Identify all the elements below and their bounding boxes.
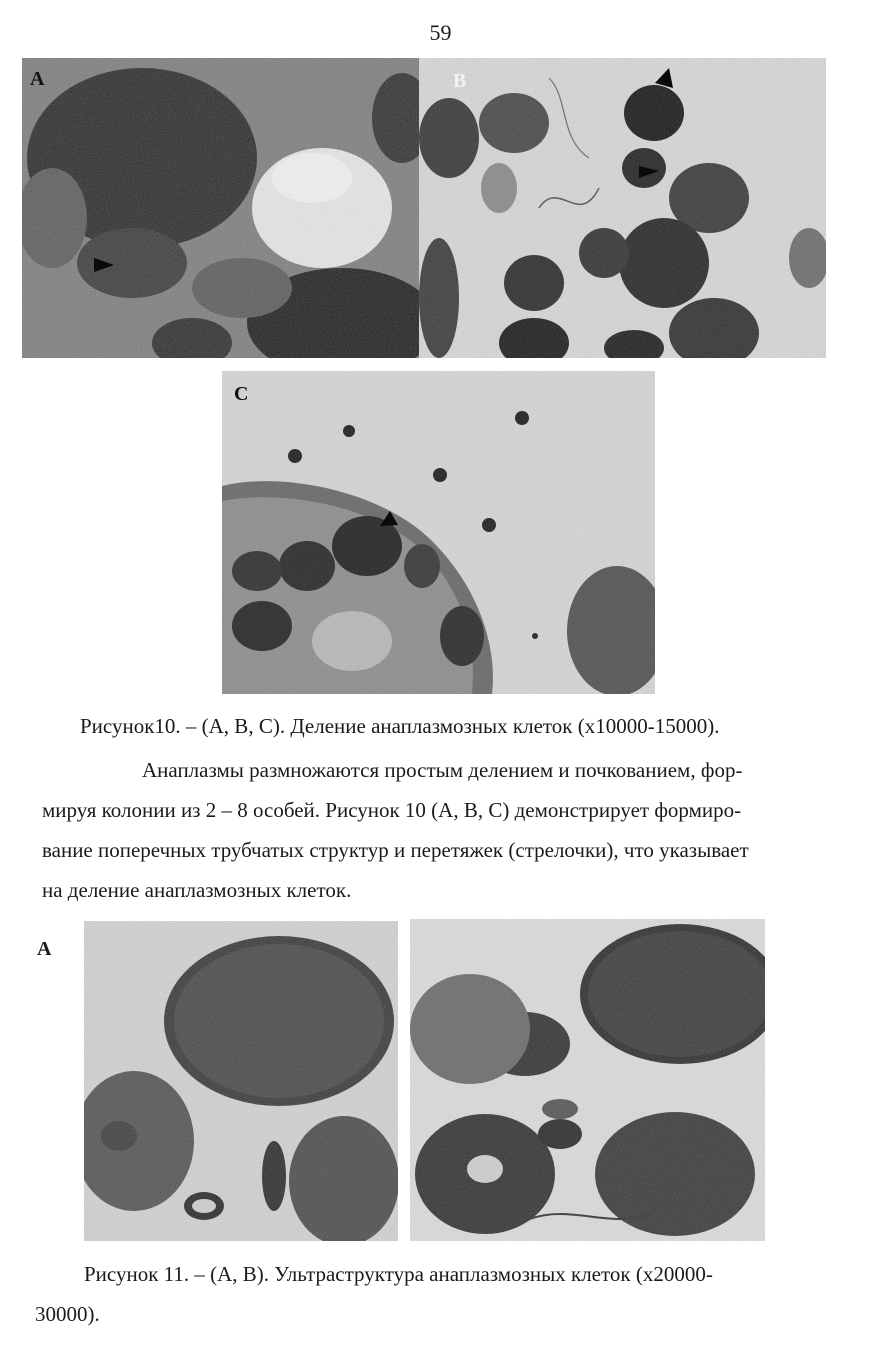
paragraph-line-1: Анаплазмы размножаются простым делением и почкованием, фор- — [142, 758, 743, 782]
paragraph-line-3: вание поперечных трубчатых структур и перетяжек (стрелочки), что указывает — [42, 838, 749, 862]
paragraph-line-2: мируя колонии из 2 – 8 особей. Рисунок 10 (A, B, C) демонстрирует формиро- — [42, 798, 742, 822]
figure-10-panel-c-micrograph — [222, 371, 655, 694]
figure-10-caption: Рисунок10. – (A, B, C). Деление анаплазмозных клеток (x10000-15000). — [80, 714, 720, 738]
figure-10-panel-c-label: C — [234, 383, 249, 405]
figure-10-panel-b-label: B — [453, 70, 467, 92]
figure-11-caption-line-2: 30000). — [35, 1302, 100, 1326]
figure-11-panel-a-micrograph — [84, 921, 398, 1241]
figure-11-panel-b-micrograph — [410, 919, 765, 1241]
figure-11-caption-line-1: Рисунок 11. – (A, B). Ультраструктура анаплазмозных клеток (x20000- — [84, 1262, 713, 1286]
figure-11-panel-a-label: A — [37, 938, 52, 960]
paragraph-line-4: на деление анаплазмозных клеток. — [42, 878, 352, 902]
figure-10-panel-b-micrograph — [419, 58, 826, 358]
body-paragraph — [42, 750, 862, 910]
figure-10-panel-a-label: A — [30, 68, 45, 90]
page-number: 59 — [429, 20, 452, 45]
figure-10-panel-a-micrograph — [22, 58, 419, 358]
